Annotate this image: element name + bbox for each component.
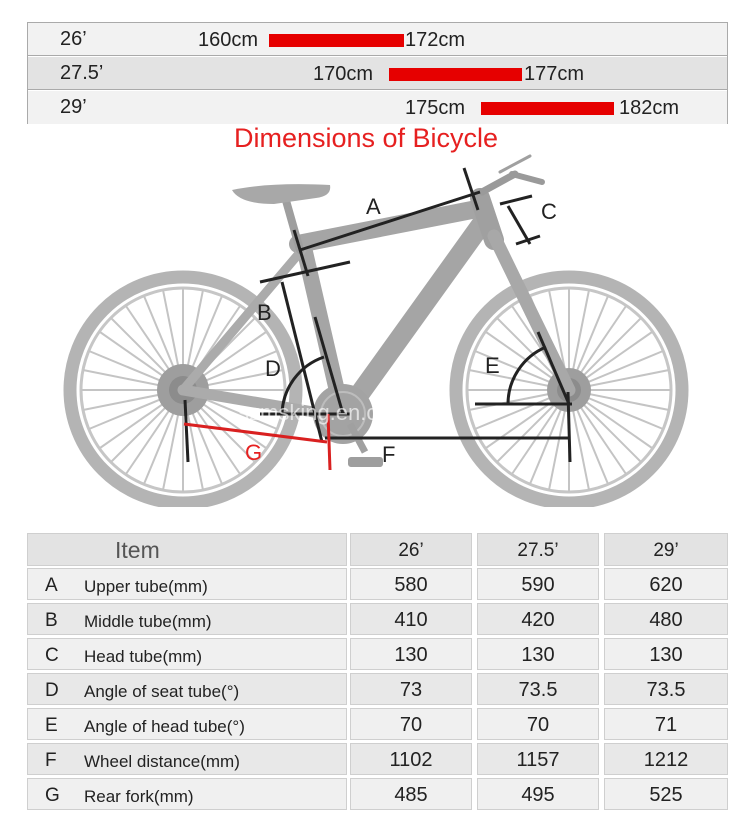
range-min-height: 175cm [405, 97, 466, 119]
value-cell-26 [350, 743, 472, 775]
range-max-height: 177cm [524, 63, 585, 85]
range-bar [481, 102, 614, 115]
value-29: 1212 [643, 749, 689, 771]
value-26: 70 [399, 714, 423, 736]
value-26: 485 [394, 784, 428, 806]
value-29: 73.5 [646, 679, 686, 701]
value-cell-29 [604, 638, 728, 670]
value-26: 130 [394, 644, 428, 666]
dimension-letter: G [45, 785, 60, 806]
range-row-27-5 [28, 57, 727, 90]
range-bar [269, 34, 404, 47]
range-bar [389, 68, 522, 81]
value-cell-29 [604, 708, 728, 740]
item-cell [27, 778, 347, 810]
saddle [232, 184, 330, 204]
label-d: D [265, 356, 281, 381]
bicycle-diagram [60, 152, 700, 507]
dimension-name: Head tube(mm) [84, 647, 203, 666]
value-cell-27-5 [477, 743, 599, 775]
dimension-name: Rear fork(mm) [84, 787, 194, 806]
header-29-cell [604, 533, 728, 566]
table-row [27, 568, 728, 600]
header-item: Item [115, 537, 160, 563]
value-cell-26 [350, 673, 472, 705]
range-row-29 [28, 91, 727, 124]
range-min-height: 160cm [198, 29, 259, 51]
label-g: G [245, 440, 263, 465]
value-cell-26 [350, 708, 472, 740]
value-cell-29 [604, 603, 728, 635]
item-cell [27, 638, 347, 670]
value-27-5: 590 [521, 574, 555, 596]
value-cell-26 [350, 778, 472, 810]
header-26-cell [350, 533, 472, 566]
dimension-name: Angle of seat tube(°) [84, 682, 240, 701]
value-27-5: 73.5 [518, 679, 558, 701]
range-row-26 [28, 23, 727, 56]
value-cell-27-5 [477, 673, 599, 705]
value-cell-29 [604, 673, 728, 705]
item-cell [27, 603, 347, 635]
value-cell-27-5 [477, 603, 599, 635]
dimension-letter: F [45, 750, 57, 771]
header-item-cell [27, 533, 347, 566]
table-row [27, 638, 728, 670]
value-cell-29 [604, 778, 728, 810]
table-row [27, 708, 728, 740]
pedal [348, 457, 383, 467]
item-cell [27, 743, 347, 775]
value-27-5: 130 [521, 644, 555, 666]
value-cell-27-5 [477, 568, 599, 600]
value-cell-27-5 [477, 778, 599, 810]
value-26: 1102 [389, 749, 433, 771]
header-29: 29’ [653, 540, 679, 561]
dimension-letter: A [45, 575, 58, 596]
dimension-name: Upper tube(mm) [84, 577, 208, 596]
value-cell-29 [604, 568, 728, 600]
dimension-letter: C [45, 645, 59, 666]
value-29: 71 [654, 714, 678, 736]
range-max-height: 172cm [405, 29, 466, 51]
dimension-name: Angle of head tube(°) [84, 717, 245, 736]
table-row [27, 743, 728, 775]
item-cell [27, 708, 347, 740]
value-29: 130 [649, 644, 683, 666]
range-min-height: 170cm [313, 63, 374, 85]
dimension-letter: D [45, 680, 59, 701]
value-26: 580 [394, 574, 428, 596]
dimension-name: Middle tube(mm) [84, 612, 212, 631]
value-cell-29 [604, 743, 728, 775]
label-b: B [257, 300, 272, 325]
dim-line-c [508, 206, 530, 244]
value-cell-26 [350, 568, 472, 600]
value-cell-26 [350, 603, 472, 635]
item-cell [27, 673, 347, 705]
value-cell-27-5 [477, 638, 599, 670]
spec-header [27, 533, 728, 566]
dimension-letter: E [45, 715, 58, 736]
range-max-height: 182cm [619, 97, 680, 119]
table-row [27, 673, 728, 705]
value-26: 73 [399, 679, 423, 701]
value-27-5: 495 [521, 784, 555, 806]
value-29: 620 [649, 574, 683, 596]
value-27-5: 420 [521, 609, 555, 631]
height-range-table [27, 22, 728, 124]
value-29: 480 [649, 609, 683, 631]
value-29: 525 [649, 784, 683, 806]
value-cell-26 [350, 638, 472, 670]
table-row [27, 778, 728, 810]
value-27-5: 70 [526, 714, 550, 736]
dimension-letter: B [45, 610, 58, 631]
range-size-label: 27.5’ [60, 62, 104, 84]
watermark: szmsking.en.com [238, 400, 408, 425]
diagram-title: Dimensions of Bicycle [233, 123, 499, 153]
header-27-5: 27.5’ [517, 540, 559, 561]
header-27-5-cell [477, 533, 599, 566]
table-row [27, 603, 728, 635]
dimension-name: Wheel distance(mm) [84, 752, 240, 771]
item-cell [27, 568, 347, 600]
label-a: A [366, 194, 381, 219]
label-f: F [382, 442, 396, 467]
label-e: E [485, 353, 500, 378]
value-27-5: 1157 [516, 749, 560, 771]
header-26: 26’ [398, 540, 424, 561]
label-c: C [541, 199, 557, 224]
range-size-label: 26’ [60, 28, 87, 50]
value-cell-27-5 [477, 708, 599, 740]
value-26: 410 [394, 609, 428, 631]
range-size-label: 29’ [60, 96, 87, 118]
